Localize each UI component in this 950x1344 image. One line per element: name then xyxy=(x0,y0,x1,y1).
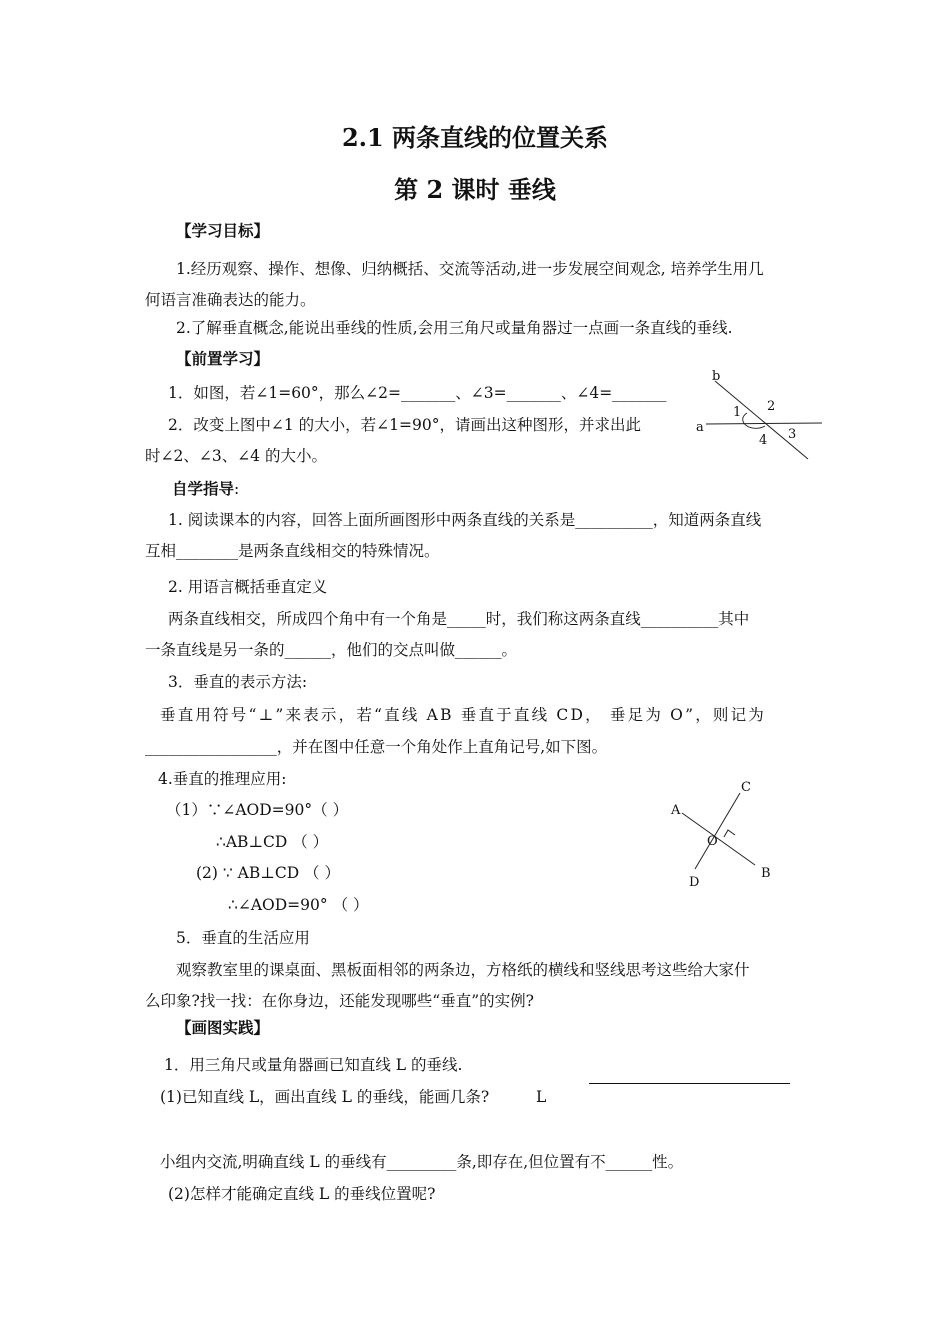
guide-5-line-2: 么印象?找一找：在你身边，还能发现哪些“垂直”的实例? xyxy=(145,992,534,1010)
angle-label-3: 3 xyxy=(788,427,797,442)
label-a: a xyxy=(696,420,704,435)
practice-1b: 小组内交流,明确直线 L 的垂线有_________条,即存在,但位置有不______性。 xyxy=(160,1153,684,1171)
guide-3: 3．垂直的表示方法: xyxy=(168,673,308,691)
point-label-b: B xyxy=(761,866,771,881)
guide-3-line-2: _________________，并在图中任意一个角处作上直角记号,如下图。 xyxy=(145,738,608,756)
point-label-a: A xyxy=(671,803,681,818)
practice-1: 1．用三角尺或量角器画已知直线 L 的垂线. xyxy=(164,1056,463,1074)
practice-1a: (1)已知直线 L，画出直线 L 的垂线，能画几条? xyxy=(160,1088,490,1106)
goal-1-line-1: 1.经历观察、操作、想像、归纳概括、交流等活动,进一步发展空间观念, 培养学生用几 xyxy=(176,260,764,278)
preview-question-2-line-1: 2．改变上图中∠1 的大小，若∠1=90°，请画出这种图形，并求出此 xyxy=(168,416,641,434)
practice-heading: 【画图实践】 xyxy=(176,1018,270,1037)
perpendicular-lines-figure xyxy=(660,775,780,895)
line-l-drawing xyxy=(589,1083,790,1084)
guide-5-line-1: 观察教室里的课桌面、黑板面相邻的两条边，方格纸的横线和竖线思考这些给大家什 xyxy=(176,961,750,979)
guide-4: 4.垂直的推理应用: xyxy=(158,770,287,788)
intersecting-lines-figure xyxy=(690,365,830,465)
guide-1-line-2: 互相________是两条直线相交的特殊情况。 xyxy=(145,542,440,560)
preview-question-1: 1．如图，若∠1=60°，那么∠2=_______、∠3=_______、∠4=_______ xyxy=(168,384,667,402)
guide-2-line-2: 一条直线是另一条的______，他们的交点叫做______。 xyxy=(145,641,518,659)
reasoning-2-conclusion: ∴∠AOD=90° （ ） xyxy=(228,896,369,914)
guide-heading xyxy=(172,479,239,499)
angle-label-2: 2 xyxy=(767,399,776,414)
line-cd xyxy=(695,793,740,869)
point-label-c: C xyxy=(741,780,751,795)
line-ab xyxy=(682,813,755,865)
line-l-label: L xyxy=(536,1088,547,1106)
point-label-d: D xyxy=(689,875,700,890)
guide-2-line-1: 两条直线相交，所成四个角中有一个角是_____时，我们称这两条直线__________其中 xyxy=(168,610,750,628)
reasoning-2-premise: (2) ∵ AB⊥CD （ ） xyxy=(196,864,340,882)
practice-2: (2)怎样才能确定直线 L 的垂线位置呢? xyxy=(168,1185,436,1203)
page-title: 2.1 两条直线的位置关系 xyxy=(341,123,609,152)
angle-label-4: 4 xyxy=(759,433,768,448)
preview-question-2-line-2: 时∠2、∠3、∠4 的大小。 xyxy=(145,447,327,465)
page-subtitle: 第 2 课时 垂线 xyxy=(394,175,556,204)
guide-5: 5．垂直的生活应用 xyxy=(176,929,310,947)
label-b: b xyxy=(712,369,721,384)
guide-3-line-1: 垂直用符号“⊥”来表示，若“直线 AB 垂直于直线 CD， 垂足为 O”，则记为 xyxy=(160,706,766,724)
goal-2: 2.了解垂直概念,能说出垂线的性质,会用三角尺或量角器过一点画一条直线的垂线. xyxy=(176,319,733,337)
reasoning-1-premise: （1）∵∠AOD=90°（ ） xyxy=(166,801,349,819)
goal-1-line-2: 何语言准确表达的能力。 xyxy=(145,291,316,309)
guide-heading-colon: : xyxy=(234,480,240,498)
guide-heading-text: 自学指导 xyxy=(172,479,235,498)
line-a xyxy=(706,423,822,424)
point-label-o: O xyxy=(707,834,718,849)
goals-heading: 【学习目标】 xyxy=(176,221,270,240)
reasoning-1-conclusion: ∴AB⊥CD （ ） xyxy=(216,833,329,851)
guide-1-line-1: 1. 阅读课本的内容，回答上面所画图形中两条直线的关系是__________，知道两条直线 xyxy=(168,511,762,529)
guide-2: 2. 用语言概括垂直定义 xyxy=(168,578,328,596)
right-angle-mark xyxy=(724,830,735,837)
angle-label-1: 1 xyxy=(733,405,742,420)
preview-heading: 【前置学习】 xyxy=(176,349,270,368)
